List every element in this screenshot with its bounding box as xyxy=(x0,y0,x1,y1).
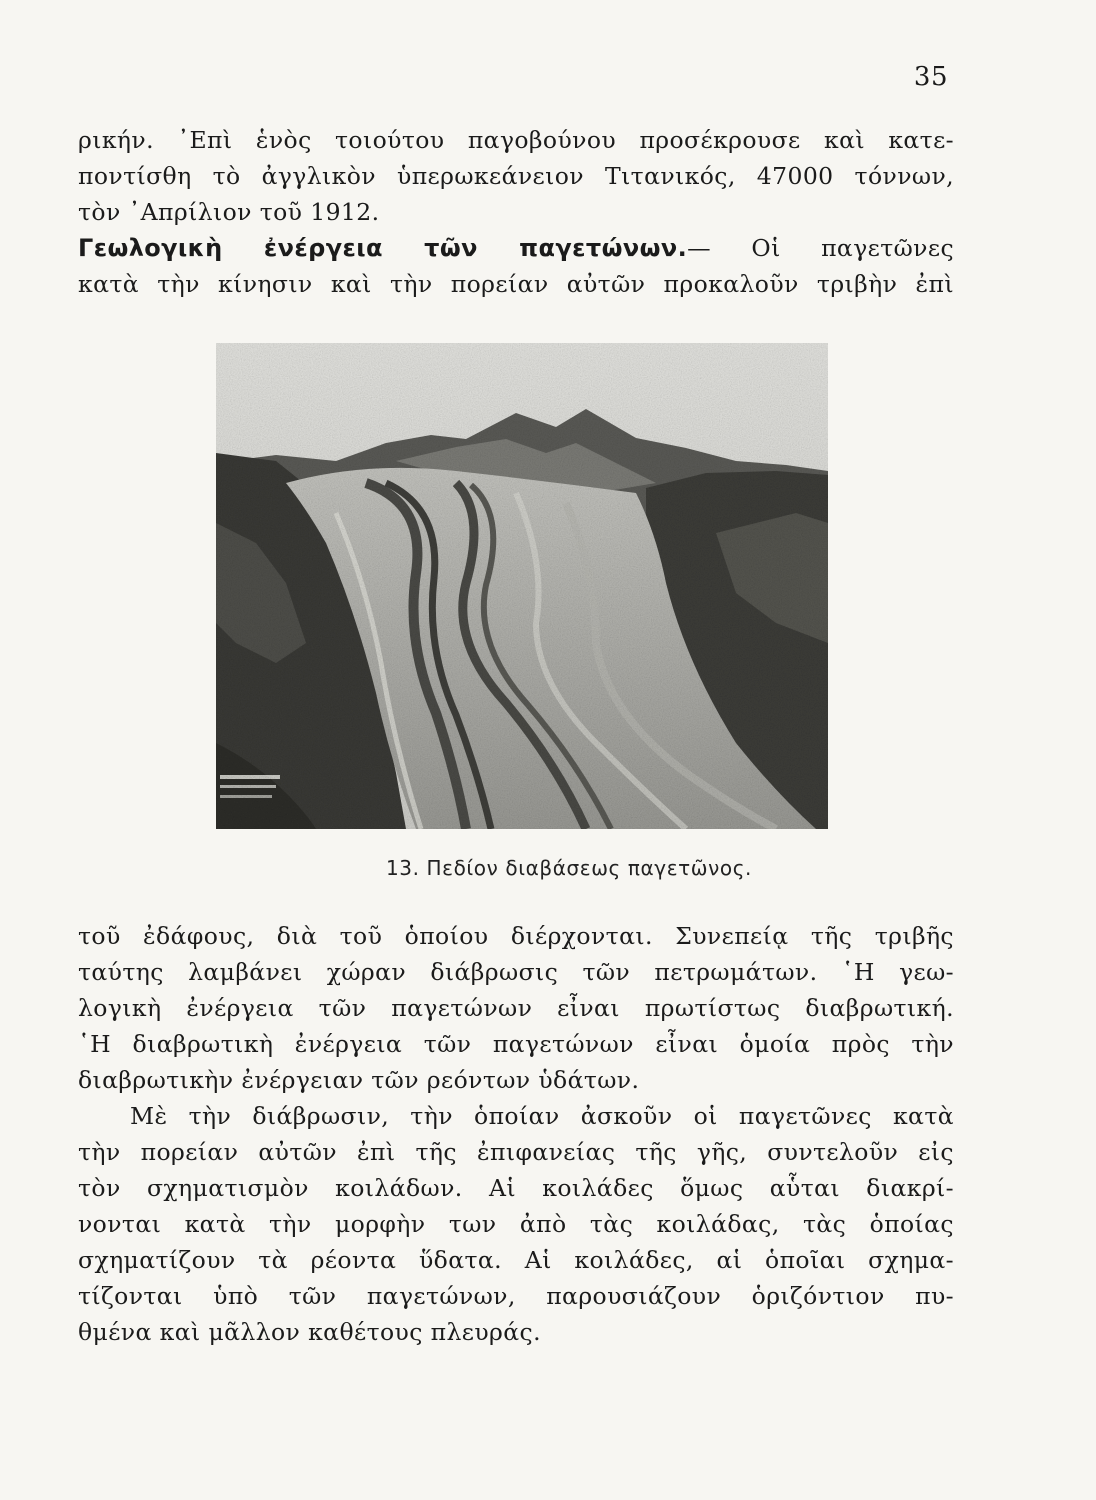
section-heading-rest: — Οἱ παγετῶνες xyxy=(687,234,955,262)
text-line: ῾Η διαβρωτικὴ ἐνέργεια τῶν παγετώνων εἶναι ὁμοία πρὸς τὴν xyxy=(78,1030,954,1058)
section-heading-line xyxy=(78,230,954,266)
text-line: νονται κατὰ τὴν μορφὴν των ἀπὸ τὰς κοιλάδας, τὰς ὁποίας xyxy=(78,1210,954,1238)
text-line: ποντίσθη τὸ ἀγγλικὸν ὑπερωκεάνειον Τιτανικός, 47000 τόννων, xyxy=(78,162,954,190)
text-line: σχηματίζουν τὰ ρέοντα ὕδατα. Αἱ κοιλάδες, αἱ ὁποῖαι σχημα- xyxy=(78,1246,954,1274)
text-line: Μὲ τὴν διάβρωσιν, τὴν ὁποίαν ἀσκοῦν οἱ παγετῶνες κατὰ xyxy=(130,1102,954,1130)
bottom-paragraphs xyxy=(78,918,954,1350)
text-line: ταύτης λαμβάνει χώραν διάβρωσις τῶν πετρωμάτων. ῾Η γεω- xyxy=(78,958,954,986)
section-heading: Γεωλογικὴ ἐνέργεια τῶν παγετώνων. xyxy=(78,234,688,262)
text-line: τίζονται ὑπὸ τῶν παγετώνων, παρουσιάζουν ὁριζόντιον πυ- xyxy=(78,1282,954,1310)
text-line: τοῦ ἐδάφους, διὰ τοῦ ὁποίου διέρχονται. Συνεπείᾳ τῆς τριβῆς xyxy=(78,922,954,950)
page-number: 35 xyxy=(913,62,948,92)
figure-caption-text: 13. Πεδίον διαβάσεως παγετῶνος. xyxy=(385,856,752,880)
text-line: διαβρωτικὴν ἐνέργειαν τῶν ρεόντων ὑδάτων. xyxy=(78,1066,640,1094)
text-line: λογικὴ ἐνέργεια τῶν παγετώνων εἶναι πρωτίστως διαβρωτική. xyxy=(78,994,954,1022)
text-line: τὸν ᾽Απρίλιον τοῦ 1912. xyxy=(78,198,380,226)
glacier-photo xyxy=(216,343,828,829)
text-line: τὸν σχηματισμὸν κοιλάδων. Αἱ κοιλάδες ὅμως αὗται διακρί- xyxy=(78,1174,954,1202)
top-paragraph xyxy=(78,122,954,302)
text-line: ρικήν. ᾽Επὶ ἑνὸς τοιούτου παγοβούνου προσέκρουσε καὶ κατε- xyxy=(78,126,954,154)
text-line: θμένα καὶ μᾶλλον καθέτους πλευράς. xyxy=(78,1318,541,1346)
figure-caption xyxy=(0,856,1096,880)
text-line: τὴν πορείαν αὐτῶν ἐπὶ τῆς ἐπιφανείας τῆς γῆς, συντελοῦν εἰς xyxy=(78,1138,954,1166)
text-line: κατὰ τὴν κίνησιν καὶ τὴν πορείαν αὐτῶν προκαλοῦν τριβὴν ἐπὶ xyxy=(78,270,954,298)
